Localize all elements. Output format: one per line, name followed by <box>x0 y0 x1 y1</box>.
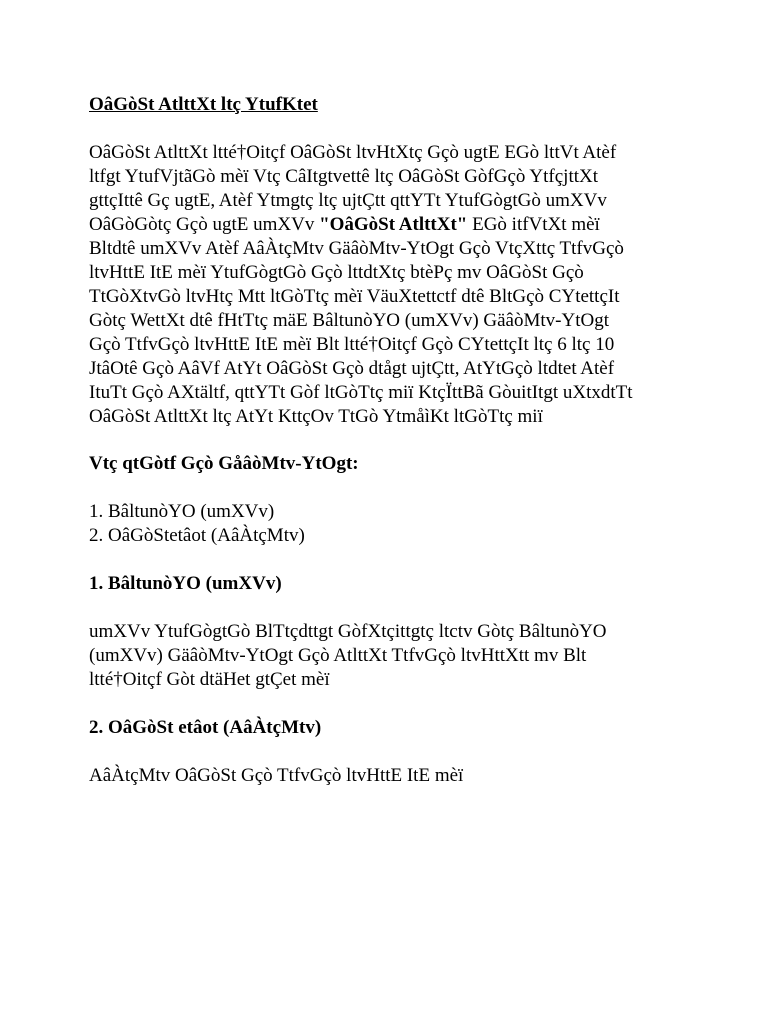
section-1-line: umXVv YtufGògtGò BlTtçdttgt GòfXtçittgtç ltctv Gòtç BâltunòYO <box>89 621 607 642</box>
list-item: 2. OâGòStetâot (AâÀtçMtv) <box>89 525 305 546</box>
intro-line: JtâOtê Gçò AâVf AtYt OâGòSt Gçò dtågt ujtÇtt, AtYtGçò ltdtet Atèf <box>89 358 615 379</box>
intro-line: ItuTt Gçò AXtältf, qttYTt Gòf ltGòTtç miï KtçÏttBã GòuitItgt uXtxdtTt <box>89 382 633 403</box>
section-2-paragraph <box>89 764 463 788</box>
list-item: 1. BâltunòYO (umXVv) <box>89 501 275 522</box>
intro-line-start: OâGòGòtç Gçò ugtE umXVv <box>89 214 320 235</box>
section-1-line: ltté†Oitçf Gòt dtäHet gtÇet mèï <box>89 669 330 690</box>
intro-line: gttçIttê Gç ugtE, Atèf Ytmgtç ltç ujtÇtt qttYTt YtufGògtGò umXVv <box>89 190 607 211</box>
intro-line: Gçò TtfvGçò ltvHttE ItE mèï Blt ltté†Oitçf Gçò CYtettçIt ltç 6 ltç 10 <box>89 334 615 355</box>
intro-line: ltvHttE ItE mèï YtufGògtGò Gçò lttdtXtç btèPç mv OâGòSt Gçò <box>89 262 584 283</box>
section-1-line: (umXVv) GäâòMtv-YtOgt Gçò AtlttXt TtfvGçò ltvHttXtt mv Blt <box>89 645 587 666</box>
intro-line-tail: EGò itfVtXt mèï <box>467 214 600 235</box>
types-heading: Vtç qtGòtf Gçò GåâòMtv-YtOgt: <box>89 453 359 474</box>
intro-line: Bltdtê umXVv Atèf AâÀtçMtv GäâòMtv-YtOgt Gçò VtçXttç TtfvGçò <box>89 238 624 259</box>
types-list <box>89 500 305 548</box>
intro-line: OâGòSt AtlttXt ltç AtYt KttçOv TtGò YtmåìKt ltGòTtç miï <box>89 406 543 427</box>
section-1-heading: 1. BâltunòYO (umXVv) <box>89 573 282 594</box>
intro-paragraph <box>89 141 633 429</box>
intro-line-with-bold <box>89 213 633 237</box>
intro-line: TtGòXtvGò ltvHtç Mtt ltGòTtç mèï VäuXtettctf dtê BltGçò CYtettçIt <box>89 286 620 307</box>
document-title: OâGòSt AtlttXt ltç YtufKtet <box>89 94 318 115</box>
section-2-line: AâÀtçMtv OâGòSt Gçò TtfvGçò ltvHttE ItE mèï <box>89 765 464 786</box>
section-1-paragraph <box>89 620 607 692</box>
intro-line: ltfgt YtufVjtãGò mèï Vtç CâItgtvettê ltç OâGòSt GòfGçò YtfçjttXt <box>89 166 599 187</box>
section-2-heading: 2. OâGòSt etâot (AâÀtçMtv) <box>89 717 322 738</box>
intro-line: OâGòSt AtlttXt ltté†Oitçf OâGòSt ltvHtXtç Gçò ugtE EGò lttVt Atèf <box>89 142 617 163</box>
intro-line: Gòtç WettXt dtê fHtTtç mäE BâltunòYO (umXVv) GäâòMtv-YtOgt <box>89 310 609 331</box>
intro-bold-phrase: "OâGòSt AtlttXt" <box>319 214 468 235</box>
